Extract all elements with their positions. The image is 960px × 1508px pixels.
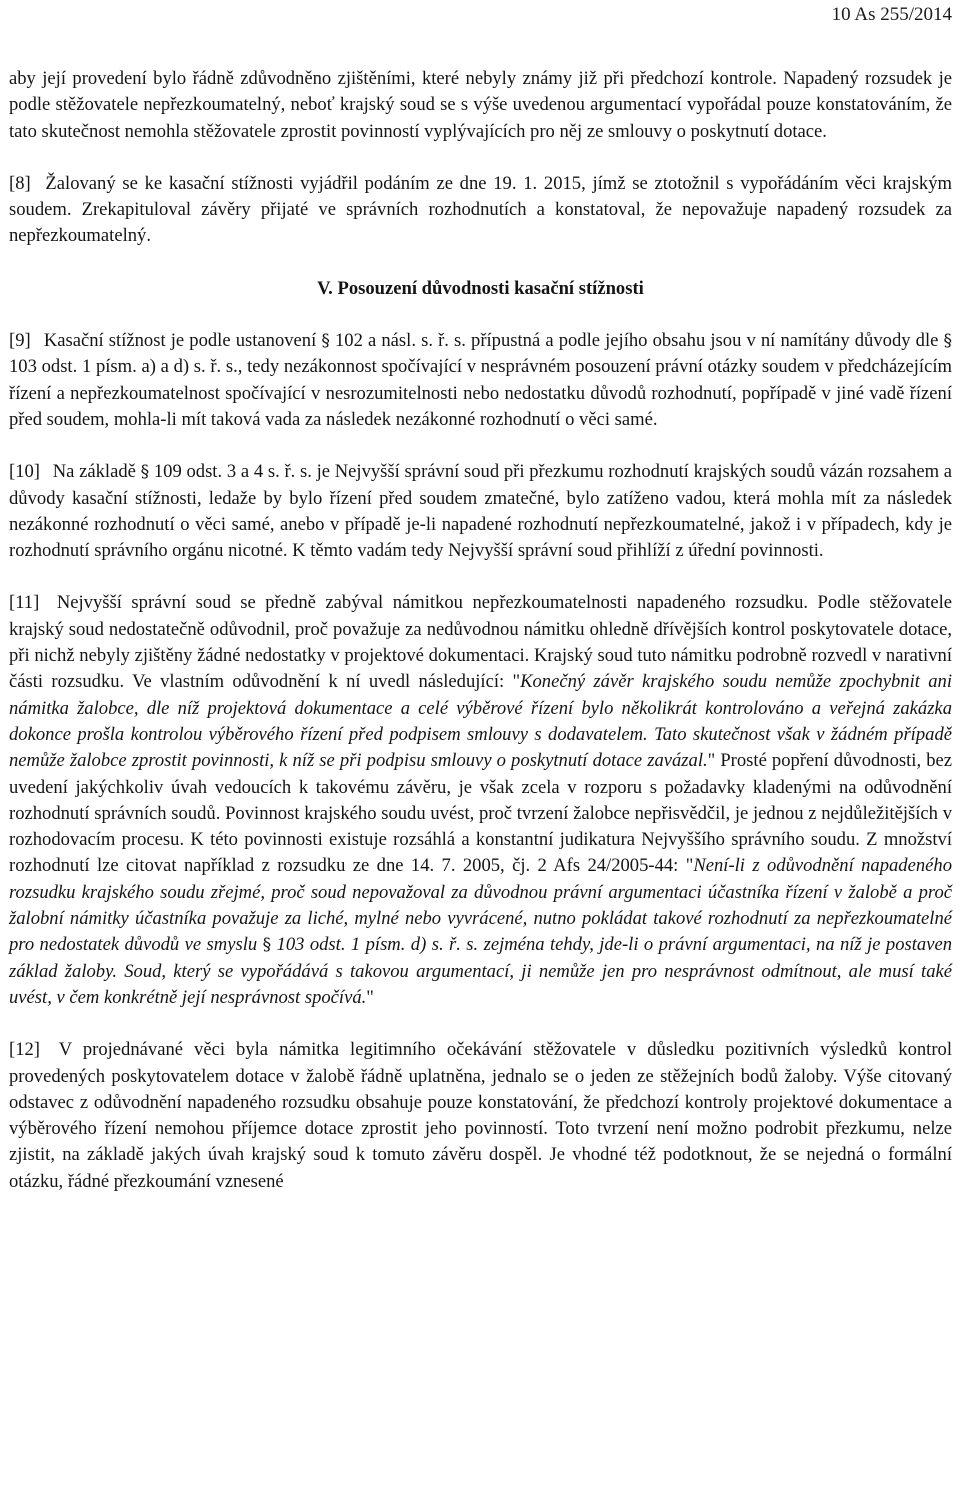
paragraph-number: [10] — [9, 461, 40, 483]
quotation-italic: Není-li z odůvodnění napadeného rozsudku krajského soudu zřejmé, proč soud nepovažoval za důvodnou právní argumentaci účastníka řízení v žalobě a proč žalobní námitky účastníka považuje za liché, mylné nebo vyvrácené, nutno pokládat takové rozhodnutí za nepřezkoumatelné pro nedostatek důvodů ve smyslu — [9, 855, 952, 956]
section-heading: V. Posouzení důvodnosti kasační stížnosti — [317, 277, 644, 299]
paragraph-number: [8] — [9, 172, 31, 194]
paragraph-text: Žalovaný se ke kasační stížnosti vyjádřil podáním ze dne 19. 1. 2015, jímž se ztotožnil s vypořádáním věci krajským soudem. Zrekapituloval závěry přijaté ve správních rozhodnutích a konstatoval, že nepovažuje napadený rozsudek za nepřezkoumatelný. — [9, 172, 952, 247]
quotation-italic: 103 odst. 1 písm. d) s. ř. s. zejména tehdy, jde-li o právní argumentaci, na níž je postaven základ žaloby. Soud, který se vypořádává s takovou argumentací, ji nemůže jen pro nesprávnost odmítnout, ale musí také uvést, v čem konkrétně její nesprávnost spočívá. — [9, 934, 953, 1008]
paragraph-9 — [9, 328, 952, 433]
paragraph-12 — [9, 1037, 952, 1195]
paragraph-continuation: aby její provedení bylo řádně zdůvodněno zjištěními, které nebyly známy již při předchozí kontrole. Napadený rozsudek je podle stěžovatele nepřezkoumatelný, neboť krajský soud se s výše uvedenou argumentací vypořádal pouze konstatováním, že tato skutečnost nemohla stěžovatele zprostit povinností vyplývajících pro něj ze smlouvy o poskytnutí dotace. — [9, 68, 952, 142]
case-number-header: 10 As 255/2014 — [831, 4, 952, 25]
paragraph-number: [11] — [9, 592, 40, 614]
section-sign-icon: § — [262, 935, 272, 956]
section-sign-icon: § — [943, 331, 952, 352]
quotation-italic: Konečný závěr krajského soudu nemůže zpochybnit ani námitka žalobce, dle níž projektová dokumentace a celé výběrové řízení bylo několikrát kontrolováno a veřejná zakázka dokonce prošla kontrolou výběrového řízení před podpisem smlouvy s dodavatelem. Tato skutečnost však v žádném případě nemůže žalobce zprostit povinnosti, k níž se při podpisu smlouvy o poskytnutí dotace zavázal. — [9, 671, 952, 772]
paragraph-text: " — [366, 986, 374, 1008]
paragraph-text: " Prosté popření důvodnosti, bez uvedení jakýchkoliv úvah vedoucích k takovému závěru, je však zcela v rozporu s požadavky kladenými na odůvodnění rozhodnutí správních soudů. Povinnost krajského soudu uvést, proč tvrzení žalobce nepřisvědčil, je jednou z nejdůležitějších v rozhodovacím procesu. K této povinnosti existuje rozsáhlá a konstantní judikatura Nejvyššího správního soudu. Z množství rozhodnutí lze citovat například z rozsudku ze dne 14. 7. 2005, čj. 2 Afs 24/2005-44: " — [9, 750, 952, 877]
document-body — [9, 66, 952, 1195]
paragraph-number: [9] — [9, 330, 31, 352]
paragraph-8 — [9, 171, 952, 250]
paragraph-text: Kasační stížnost je podle ustanovení — [43, 330, 317, 352]
section-sign-icon: § — [140, 462, 150, 483]
paragraph-text: 109 odst. 3 a 4 s. ř. s. je Nejvyšší správní soud při přezkumu rozhodnutí krajských soudů vázán rozsahem a důvody kasační stížnosti, ledaže by bylo řízení před soudem zmatečné, bylo zatíženo vadou, která mohla mít za následek nezákonné rozhodnutí o věci samé, anebo v případě je-li napadené rozhodnutí nepřezkoumatelné, jakož i v případech, kdy je rozhodnutí správního orgánu nicotné. K těmto vadám tedy Nejvyšší správní soud přihlíží z úřední povinnosti. — [9, 461, 953, 562]
paragraph-text: Na základě — [52, 461, 136, 483]
paragraph-11 — [9, 590, 952, 1011]
paragraph-text: V projednávané věci byla námitka legitimního očekávání stěžovatele v důsledku pozitivních výsledků kontrol provedených poskytovatelem dotace v žalobě řádně uplatněna, jednalo se o jeden ze stěžejních bodů žaloby. Výše citovaný odstavec z odůvodnění napadeného rozsudku obsahuje pouze konstatování, že předchozí kontroly projektové dokumentace a výběrového řízení nemohou příjemce dotace zprostit jeho povinností. Toto tvrzení není možno podrobit přezkumu, nelze zjistit, na základě jakých úvah krajský soud k tomuto závěru dospěl. Je vhodné též podotknout, že se nejedná o formální otázku, řádné přezkoumání vznesené — [9, 1039, 953, 1192]
paragraph-number: [12] — [9, 1039, 40, 1061]
paragraph-10 — [9, 459, 952, 564]
paragraph-text: 102 a násl. s. ř. s. přípustná a podle jejího obsahu jsou v ní namítány důvody dle — [335, 330, 939, 352]
section-sign-icon: § — [321, 331, 330, 352]
paragraph-text: 103 odst. 1 písm. a) a d) s. ř. s., tedy nezákonnost spočívající v nesprávném posouzení právní otázky soudem v předcházejícím řízení a nepřezkoumatelnost spočívající v nesrozumitelnosti nebo nedostatku důvodů rozhodnutí, popřípadě v jiné vadě řízení před soudem, mohla-li mít taková vada za následek nezákonné rozhodnutí o věci samé. — [9, 356, 952, 430]
paragraph-text: Nejvyšší správní soud se předně zabýval námitkou nepřezkoumatelnosti napadeného rozsudku. Podle stěžovatele krajský soud nedostatečně odůvodnil, proč považuje za nedůvodnou námitku ohledně dřívějších kontrol poskytovatele dotace, při nichž nebyly zjištěny žádné nedostatky v projektové dokumentaci. Krajský soud tuto námitku podrobně rozvedl v narativní části rozsudku. Ve vlastním odůvodnění k ní uvedl následující: " — [9, 592, 952, 693]
